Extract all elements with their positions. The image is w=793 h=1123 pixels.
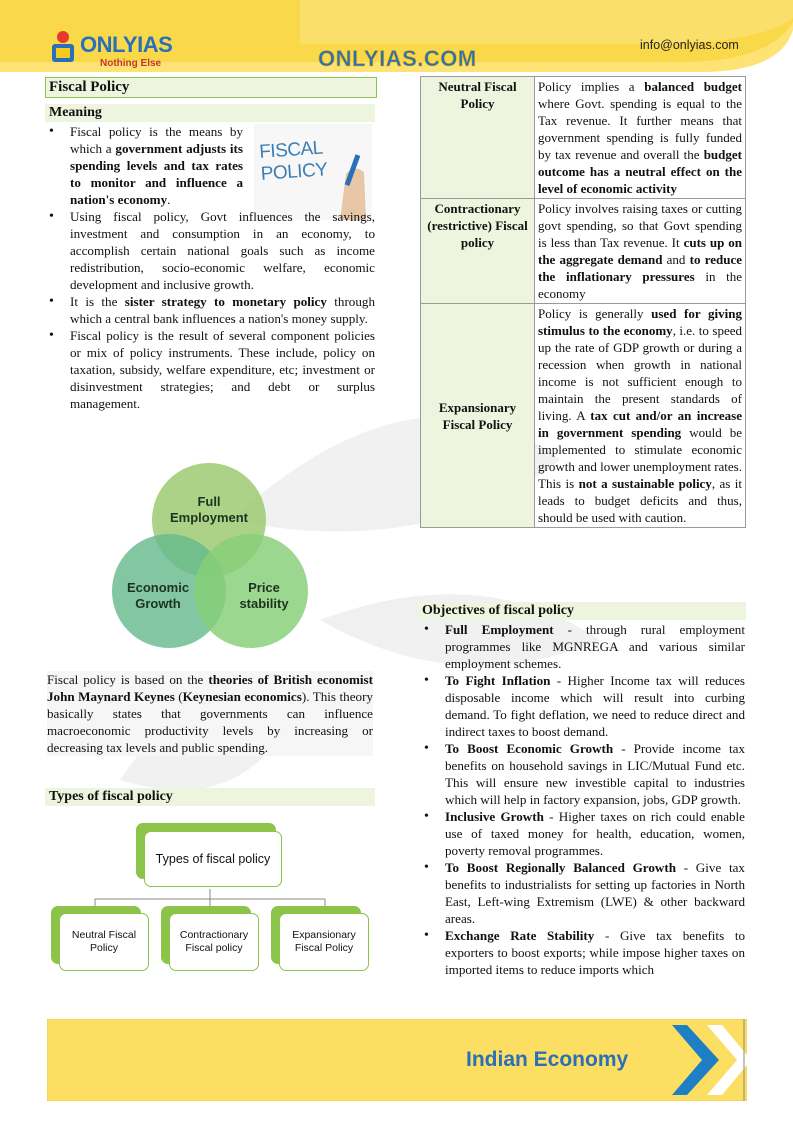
table-cell: Policy implies a balanced budget where Govt. spending is equal to the Tax revenue. It further means that government spending is fully funded by tax revenue and overall the budget outcome has a neutral effect on the level of economic activity <box>535 77 746 199</box>
list-item: • To Fight Inflation - Higher Income tax will reduces disposable income which will result into curbing demand. To fight deflation, we need to reduce direct and indirect taxes to boost demand. <box>420 672 745 740</box>
logo-tagline: Nothing Else <box>100 58 162 69</box>
table-cell: Policy involves raising taxes or cutting govt spending, so that Govt spending is less than Tax revenue. It cuts up on the aggregate demand and to reduce the inflationary pressures in the economy <box>535 199 746 304</box>
list-item: • Full Employment - through rural employment programmes like MGNREGA and various similar employment schemes. <box>420 621 745 672</box>
list-item: • Inclusive Growth - Higher taxes on rich could enable use of taxed money for health, education, women, poverty removal programmes. <box>420 808 745 859</box>
table-row-head: Expansionary Fiscal Policy <box>421 304 535 528</box>
table-row <box>421 199 746 304</box>
list-item: • Using fiscal policy, Govt influences the savings, investment and consumption in an economy, to accomplish certain national goals such as income redistribution, socio-economic welfare, economic development and inclusive growth. <box>45 208 375 293</box>
venn-label-top: Full Employment <box>169 494 248 525</box>
objectives-list <box>420 621 745 998</box>
list-item: • Exchange Rate Stability - Give tax benefits to exporters to boost exports; while impose higher taxes on imported items to reduce imports which <box>420 927 745 978</box>
logo-name: ONLYIAS <box>80 32 173 57</box>
types-table <box>420 76 746 528</box>
venn-label-left: Economic Growth <box>126 580 190 611</box>
table-row <box>421 304 746 528</box>
footer-subject: Indian Economy <box>466 1048 629 1071</box>
list-item: • Fiscal policy is the means by which a government adjusts its spending levels and tax rates to monitor and influence a nation's economy. <box>45 123 243 208</box>
list-item: • It is the sister strategy to monetary policy through which a central bank influences a nation's money supply. <box>45 293 375 327</box>
site-name[interactable]: ONLYIAS.COM <box>318 46 477 71</box>
keynes-paragraph: Fiscal policy is based on the theories of British economist John Maynard Keynes (Keynesian economics). This theory basically states that governments can influence macroeconomic productivity levels by increasing or decreasing tax levels and public spending. <box>47 672 373 755</box>
table-row <box>421 77 746 199</box>
diagram-contractionary-box: Contractionary Fiscal policy <box>169 913 259 971</box>
diagram-root-box: Types of fiscal policy <box>144 831 282 887</box>
list-item: • Fiscal policy is the result of several component policies or mix of policy instruments. These include, policy on taxation, subsidy, welfare expenditure, etc; investment or disinvestment strategies; and debt or surplus management. <box>45 327 375 412</box>
table-row-head: Contractionary (restrictive) Fiscal policy <box>421 199 535 304</box>
objectives-heading: Objectives of fiscal policy <box>418 602 746 620</box>
venn-label-right: Price stability <box>239 580 289 611</box>
page-title-text: Fiscal Policy <box>49 79 130 95</box>
meaning-heading: Meaning <box>45 104 375 122</box>
types-heading: Types of fiscal policy <box>45 788 375 806</box>
list-item: • To Boost Regionally Balanced Growth - Give tax benefits to industrialists for setting up factories in North East, Left-wing Extremism (LWE) & other backward areas. <box>420 859 745 927</box>
footer-band <box>47 1019 747 1101</box>
table-row-head: Neutral Fiscal Policy <box>421 77 535 199</box>
list-item: • To Boost Economic Growth - Provide income tax benefits on household savings in LIC/Mutual Fund etc. This will ensure new investible capital to industries which will help in factory expansion, jobs, GDP growth. <box>420 740 745 808</box>
image-caption: FISCAL POLICY <box>258 137 329 185</box>
table-cell: Policy is generally used for giving stimulus to the economy, i.e. to speed up the rate of GDP growth or during a recession when growth in national income is not sufficient enough to maintain the present standards of living. A tax cut and/or an increase in government spending would be implemented to stimulate economic growth and lower unemployment rates. This is not a sustainable policy, as it leads to budget deficits and thus, should be used with caution. <box>535 304 746 528</box>
diagram-expansionary-box: Expansionary Fiscal Policy <box>279 913 369 971</box>
email-link[interactable]: info@onlyias.com <box>640 38 739 52</box>
diagram-neutral-box: Neutral Fiscal Policy <box>59 913 149 971</box>
